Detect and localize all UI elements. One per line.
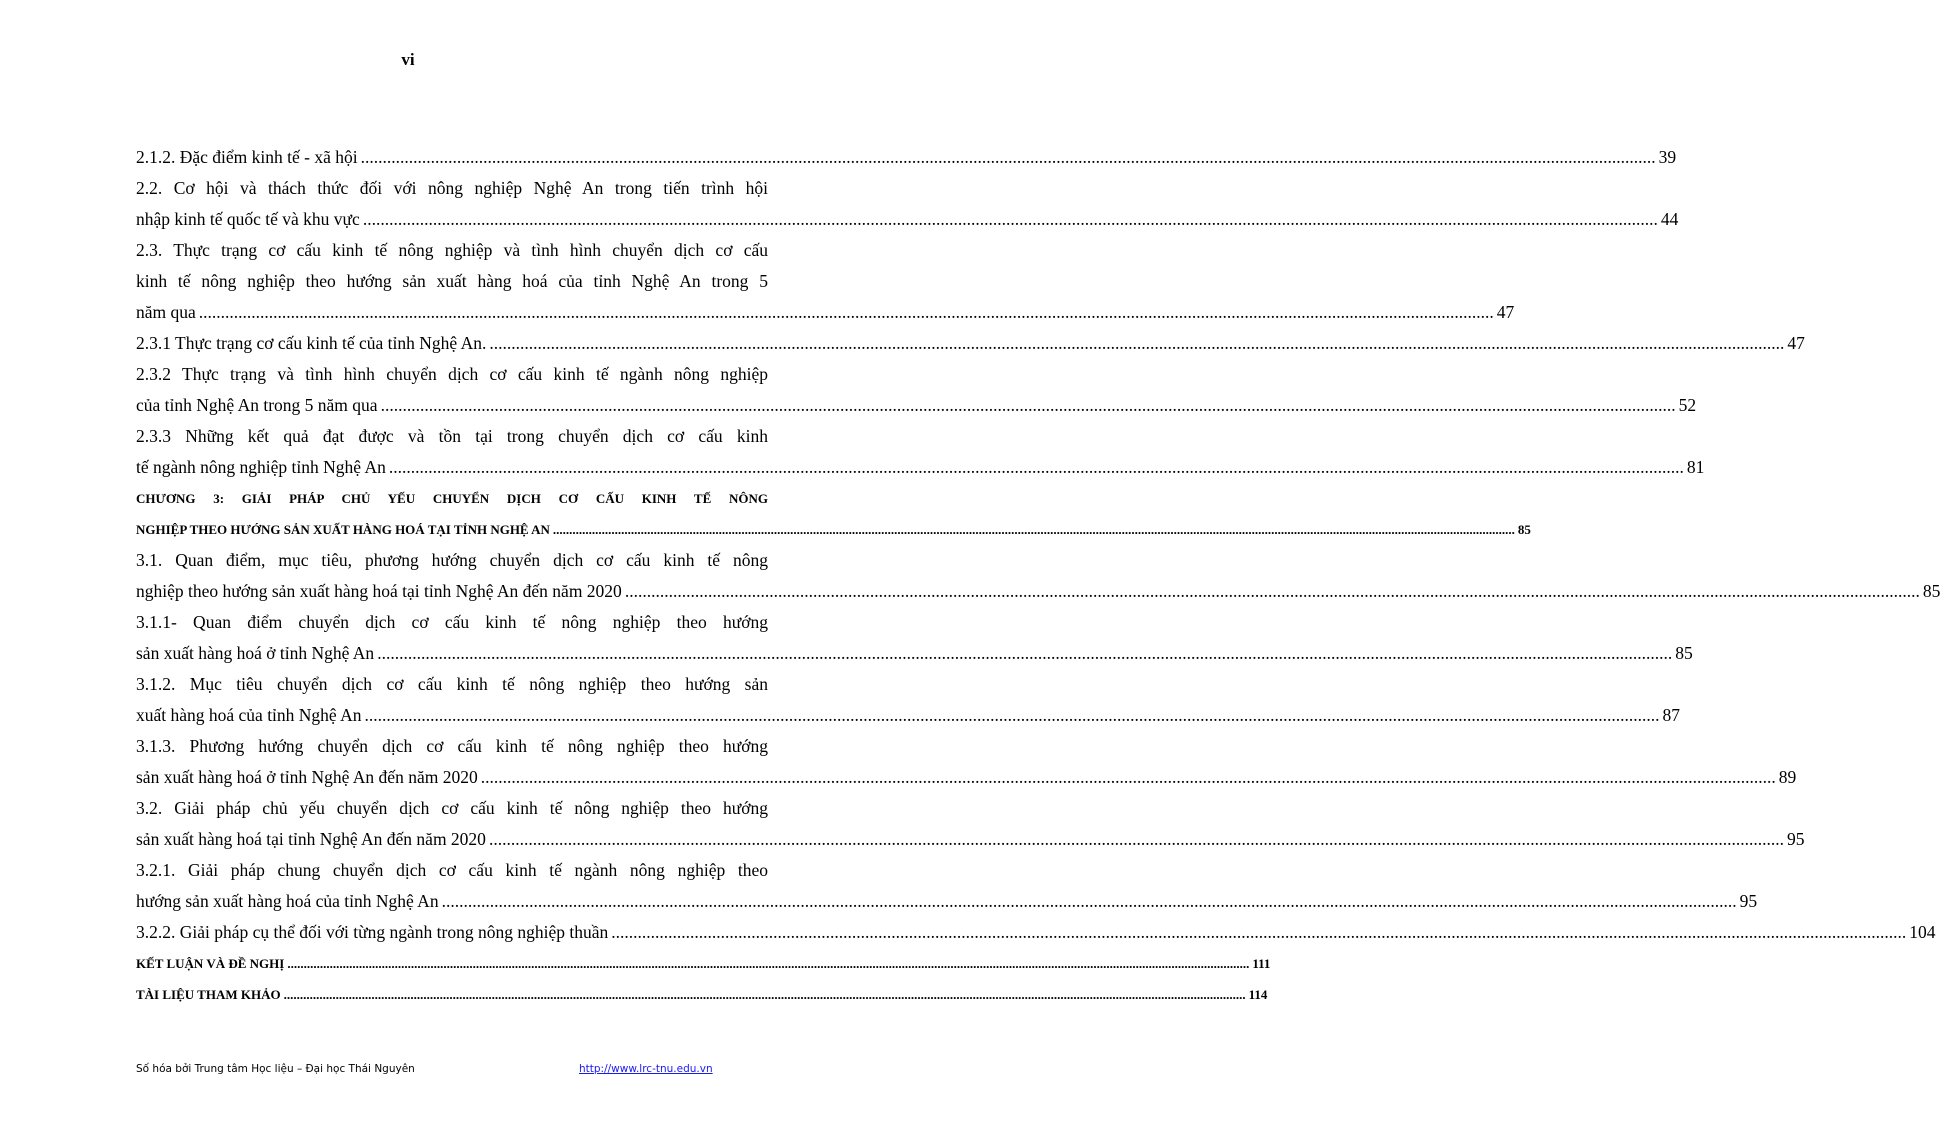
toc-entry-final-line xyxy=(136,638,1693,669)
toc-entry[interactable] xyxy=(136,359,1697,421)
toc-entry[interactable] xyxy=(136,483,1531,545)
toc-page-number: 47 xyxy=(1787,333,1805,353)
toc-entry-line: 2.3. Thực trạng cơ cấu kinh tế nông nghiệp và tình hình chuyển dịch cơ cấu xyxy=(136,240,768,260)
toc-entry-line: kinh tế nông nghiệp theo hướng sản xuất hàng hoá của tỉnh Nghệ An trong 5 xyxy=(136,271,768,291)
toc-entry-title: nhập kinh tế quốc tế và khu vực xyxy=(136,209,360,229)
toc-entry[interactable] xyxy=(136,793,1805,855)
toc-entry[interactable] xyxy=(136,173,1679,235)
toc-entry[interactable] xyxy=(136,421,1705,483)
dot-leader xyxy=(377,643,1672,663)
toc-entry-final-line xyxy=(136,917,1936,948)
toc-entry-line: 3.2.1. Giải pháp chung chuyển dịch cơ cấu kinh tế ngành nông nghiệp theo xyxy=(136,860,768,880)
toc-entry-line: 2.2. Cơ hội và thách thức đối với nông nghiệp Nghệ An trong tiến trình hội xyxy=(136,178,768,198)
toc-page-number: 81 xyxy=(1686,457,1705,477)
dot-leader xyxy=(199,302,1494,322)
dot-leader xyxy=(553,522,1515,537)
dot-leader xyxy=(284,987,1246,1002)
toc-page-number: 114 xyxy=(1248,987,1268,1002)
toc-entry-line: 3.1.1- Quan điểm chuyển dịch cơ cấu kinh tế nông nghiệp theo hướng xyxy=(136,612,768,632)
toc-entry-final-line xyxy=(136,762,1797,793)
toc-entry[interactable] xyxy=(136,328,1805,359)
toc-entry-title: xuất hàng hoá của tỉnh Nghệ An xyxy=(136,705,362,725)
toc-entry-line: 3.2. Giải pháp chủ yếu chuyển dịch cơ cấu kinh tế nông nghiệp theo hướng xyxy=(136,798,768,818)
dot-leader xyxy=(361,147,1656,167)
toc-entry-title: 2.3.1 Thực trạng cơ cấu kinh tế của tỉnh Nghệ An. xyxy=(136,333,487,353)
toc-entry-final-line xyxy=(136,142,1677,173)
dot-leader xyxy=(611,922,1906,942)
toc-entry-title: NGHIỆP THEO HƯỚNG SẢN XUẤT HÀNG HOÁ TẠI TỈNH NGHỆ AN xyxy=(136,522,550,537)
toc-entry-final-line xyxy=(136,948,1271,979)
toc-entry-line: 2.3.2 Thực trạng và tình hình chuyển dịch cơ cấu kinh tế ngành nông nghiệp xyxy=(136,364,768,384)
toc-entry-title: sản xuất hàng hoá ở tỉnh Nghệ An đến năm 2020 xyxy=(136,767,478,787)
toc-entry-title: TÀI LIỆU THAM KHẢO xyxy=(136,987,281,1002)
toc-page-number: 39 xyxy=(1658,147,1677,167)
toc-entry-line: CHƯƠNG 3: GIẢI PHÁP CHỦ YẾU CHUYỂN DỊCH CƠ CẤU KINH TẾ NÔNG xyxy=(136,491,768,506)
toc-page-number: 95 xyxy=(1786,829,1805,849)
toc-page-number: 47 xyxy=(1496,302,1515,322)
dot-leader xyxy=(489,333,1784,353)
toc-page-number: 85 xyxy=(1675,643,1693,663)
toc-entry-final-line xyxy=(136,328,1805,359)
toc-entry-final-line xyxy=(136,297,1515,328)
toc-entry-final-line xyxy=(136,204,1679,235)
dot-leader xyxy=(481,767,1776,787)
toc-entry[interactable] xyxy=(136,669,1681,731)
toc-entry-title: hướng sản xuất hàng hoá của tỉnh Nghệ An xyxy=(136,891,439,911)
toc-entry-line: 2.3.3 Những kết quả đạt được và tồn tại trong chuyển dịch cơ cấu kinh xyxy=(136,426,768,446)
toc-entry[interactable] xyxy=(136,917,1936,948)
dot-leader xyxy=(389,457,1684,477)
toc-entry-title: nghiệp theo hướng sản xuất hàng hoá tại tỉnh Nghệ An đến năm 2020 xyxy=(136,581,622,601)
toc-entry-final-line xyxy=(136,452,1705,483)
toc-page-number: 87 xyxy=(1662,705,1681,725)
toc-entry[interactable] xyxy=(136,235,1515,328)
toc-entry-line: 3.1.3. Phương hướng chuyển dịch cơ cấu kinh tế nông nghiệp theo hướng xyxy=(136,736,768,756)
toc-entry-final-line xyxy=(136,886,1758,917)
dot-leader xyxy=(287,956,1249,971)
toc-page-number: 111 xyxy=(1252,956,1271,971)
toc-entry-final-line xyxy=(136,824,1805,855)
toc-entry-title: 2.1.2. Đặc điểm kinh tế - xã hội xyxy=(136,147,358,167)
toc-entry[interactable] xyxy=(136,731,1797,793)
toc-page-number: 89 xyxy=(1778,767,1797,787)
dot-leader xyxy=(363,209,1658,229)
dot-leader xyxy=(489,829,1784,849)
toc-entry-final-line xyxy=(136,576,1940,607)
toc-page-number: 95 xyxy=(1739,891,1758,911)
toc-entry-title: sản xuất hàng hoá ở tỉnh Nghệ An xyxy=(136,643,375,663)
toc-entry-final-line xyxy=(136,700,1681,731)
toc-entry[interactable] xyxy=(136,607,1693,669)
toc-page-number: 85 xyxy=(1922,581,1940,601)
dot-leader xyxy=(365,705,1660,725)
toc-entry-final-line xyxy=(136,390,1697,421)
toc-entry-title: của tỉnh Nghệ An trong 5 năm qua xyxy=(136,395,378,415)
toc-entry-final-line xyxy=(136,514,1531,545)
dot-leader xyxy=(625,581,1920,601)
dot-leader xyxy=(442,891,1737,911)
toc-entry-line: 3.1. Quan điểm, mục tiêu, phương hướng chuyển dịch cơ cấu kinh tế nông xyxy=(136,550,768,570)
dot-leader xyxy=(381,395,1676,415)
toc-entry-line: 3.1.2. Mục tiêu chuyển dịch cơ cấu kinh tế nông nghiệp theo hướng sản xyxy=(136,674,768,694)
footer-source: Số hóa bởi Trung tâm Học liệu – Đại học Thái Nguyên xyxy=(136,1063,415,1075)
toc-entry[interactable] xyxy=(136,979,1268,1010)
toc-page-number: 104 xyxy=(1909,922,1936,942)
table-of-contents xyxy=(136,142,1940,1010)
toc-entry-title: KẾT LUẬN VÀ ĐỀ NGHỊ xyxy=(136,956,285,971)
footer-link[interactable]: http://www.lrc-tnu.edu.vn xyxy=(579,1063,713,1075)
toc-entry-title: sản xuất hàng hoá tại tỉnh Nghệ An đến năm 2020 xyxy=(136,829,486,849)
toc-entry[interactable] xyxy=(136,948,1271,979)
toc-page-number: 52 xyxy=(1678,395,1697,415)
toc-entry[interactable] xyxy=(136,855,1758,917)
toc-entry[interactable] xyxy=(136,142,1677,173)
toc-entry[interactable] xyxy=(136,545,1940,607)
toc-entry-title: năm qua xyxy=(136,302,196,322)
toc-page-number: 85 xyxy=(1517,522,1531,537)
toc-entry-title: tế ngành nông nghiệp tỉnh Nghệ An xyxy=(136,457,386,477)
toc-page-number: 44 xyxy=(1660,209,1679,229)
toc-entry-title: 3.2.2. Giải pháp cụ thể đối với từng ngành trong nông nghiệp thuần xyxy=(136,922,609,942)
toc-entry-final-line xyxy=(136,979,1268,1010)
page-number: vi xyxy=(401,50,415,69)
